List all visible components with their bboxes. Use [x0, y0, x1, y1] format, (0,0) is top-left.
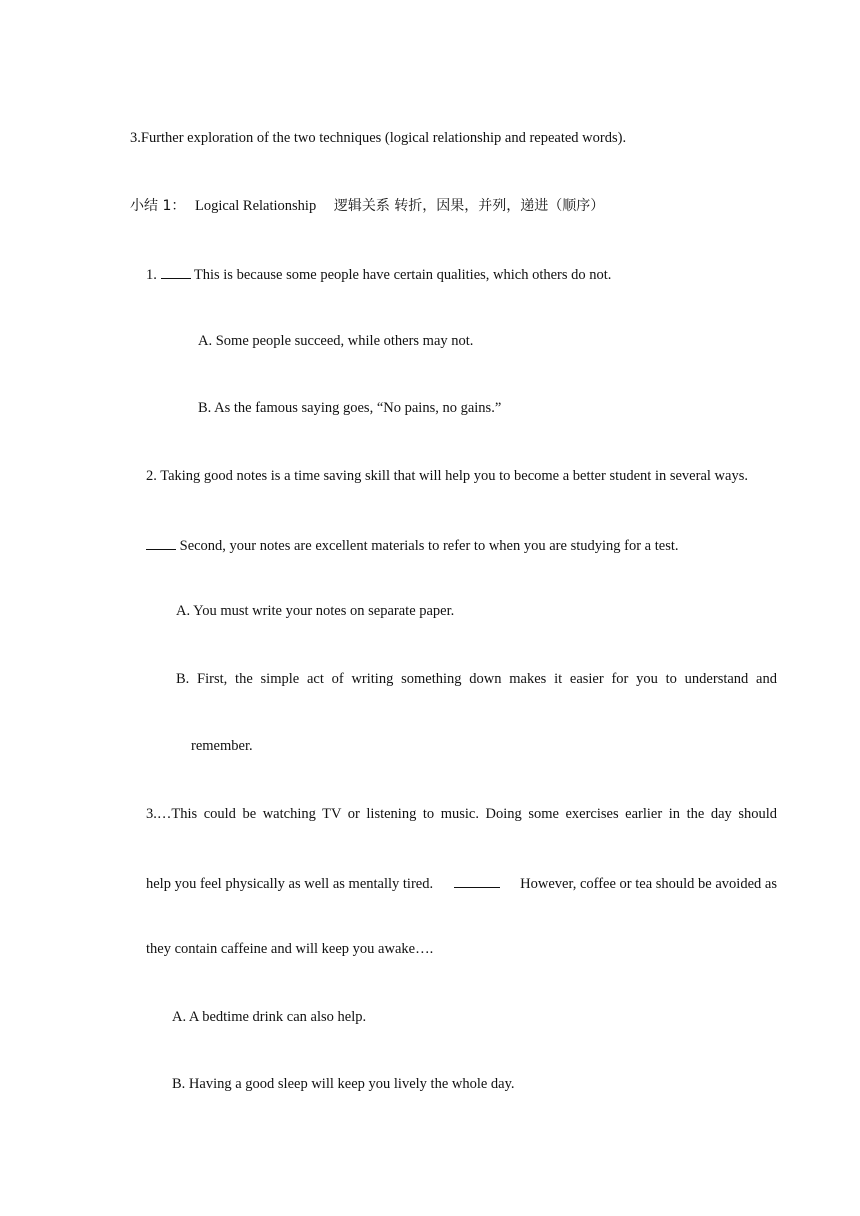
- summary-title: Logical Relationship: [194, 198, 317, 214]
- question-3-option-b: B. Having a good sleep will keep you lively the whole day.: [172, 1076, 515, 1092]
- question-2-option-a: A. You must write your notes on separate paper.: [176, 603, 455, 619]
- summary-line: [130, 197, 604, 215]
- question-2-line-2-text: Second, your notes are excellent materials to refer to when you are studying for a test.: [179, 538, 679, 554]
- question-1-number: 1.: [146, 267, 157, 283]
- question-3-line-2-after: However, coffee or tea should be avoided as: [520, 876, 777, 892]
- question-1: [146, 264, 611, 284]
- answer-blank: [454, 873, 500, 888]
- answer-blank: [146, 535, 176, 550]
- summary-label: 小结 1：: [130, 198, 186, 214]
- question-1-option-a: A. Some people succeed, while others may not.: [198, 333, 474, 349]
- question-3-line-3: they contain caffeine and will keep you awake….: [146, 941, 434, 957]
- question-3-line-2-before: help you feel physically as well as mentally tired.: [146, 876, 434, 892]
- question-1-text: This is because some people have certain qualities, which others do not.: [193, 267, 612, 283]
- question-2-option-b-line-1: B. First, the simple act of writing something down makes it easier for you to understand and: [176, 671, 777, 687]
- summary-chinese-text: 逻辑关系 转折，因果，并列，递进（顺序）: [333, 198, 605, 214]
- question-3-line-1: 3.…This could be watching TV or listening to music. Doing some exercises earlier in the day should: [146, 806, 777, 822]
- answer-blank: [161, 264, 191, 279]
- question-1-option-b: B. As the famous saying goes, “No pains, no gains.”: [198, 400, 502, 416]
- question-2-line-1: 2. Taking good notes is a time saving skill that will help you to become a better student in several ways.: [146, 468, 748, 484]
- question-3-line-2: [146, 873, 777, 893]
- question-3-option-a: A. A bedtime drink can also help.: [172, 1009, 367, 1025]
- question-2-line-2: [146, 535, 679, 555]
- section-heading: 3.Further exploration of the two techniques (logical relationship and repeated words).: [130, 130, 627, 146]
- question-2-option-b-line-2: remember.: [191, 738, 253, 754]
